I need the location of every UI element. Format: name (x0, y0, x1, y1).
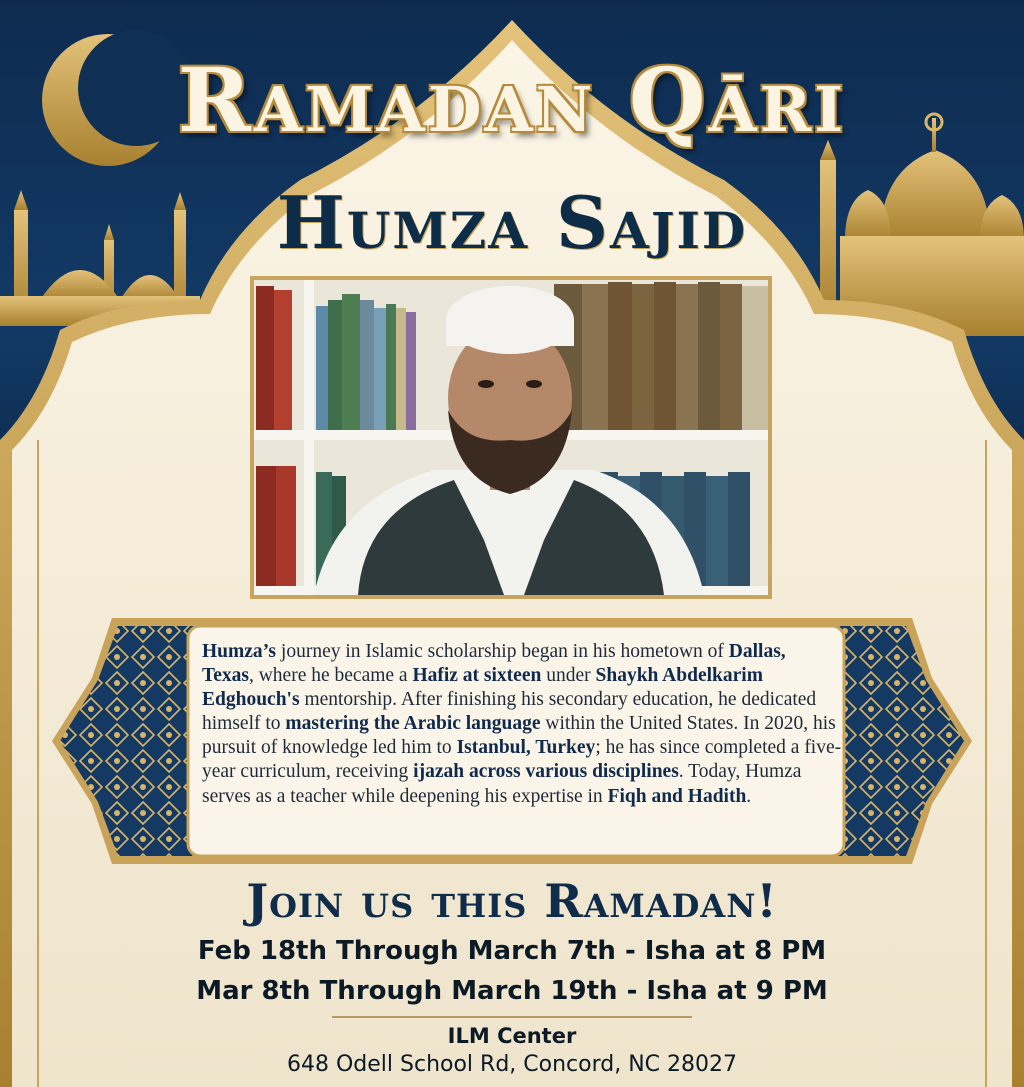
bio-text-segment: . (746, 785, 752, 807)
bio-highlight: mastering the Arabic language (285, 713, 541, 735)
schedule-line-1: Feb 18th Through March 7th - Isha at 8 PM (197, 936, 827, 966)
bio-text-segment: mentorship. After finishing his secondary education, he dedicated himself to (202, 689, 817, 735)
divider (332, 1016, 692, 1018)
page-title: Ramadan Qāri (177, 48, 847, 152)
bio-highlight: Dallas, Texas (202, 641, 786, 687)
bio-highlight: Shaykh Abdelkarim Edghouch's (202, 665, 763, 711)
speaker-photo (250, 276, 772, 599)
bio-text-segment: , where he became a (248, 665, 413, 687)
join-heading: Join us this Ramadan! (246, 874, 778, 928)
speaker-name: Humza Sajid (276, 180, 748, 265)
schedule-line-2: Mar 8th Through March 19th - Isha at 9 PM (196, 976, 828, 1006)
speaker-bio (202, 640, 842, 860)
bio-text-segment: ; he has since completed a five-year curriculum, receiving (202, 737, 842, 783)
bio-highlight: Humza’s (202, 641, 277, 662)
bio-text-segment: under (541, 665, 596, 687)
venue-address: 648 Odell School Rd, Concord, NC 28027 (286, 1052, 737, 1077)
bio-text-segment: . Today, Humza serves as a teacher while deepening his expertise in (202, 761, 802, 807)
bio-highlight: ijazah across various disciplines (413, 761, 679, 783)
bio-highlight: Istanbul, Turkey (456, 737, 596, 759)
bio-highlight: Fiqh and Hadith (607, 785, 747, 807)
bio-text-segment: journey in Islamic scholarship began in his hometown of (276, 641, 729, 662)
bio-text-segment: within the United States. In 2020, his pursuit of knowledge led him to (202, 713, 836, 759)
venue-name: ILM Center (447, 1024, 577, 1048)
bio-highlight: Hafiz at sixteen (412, 665, 542, 687)
